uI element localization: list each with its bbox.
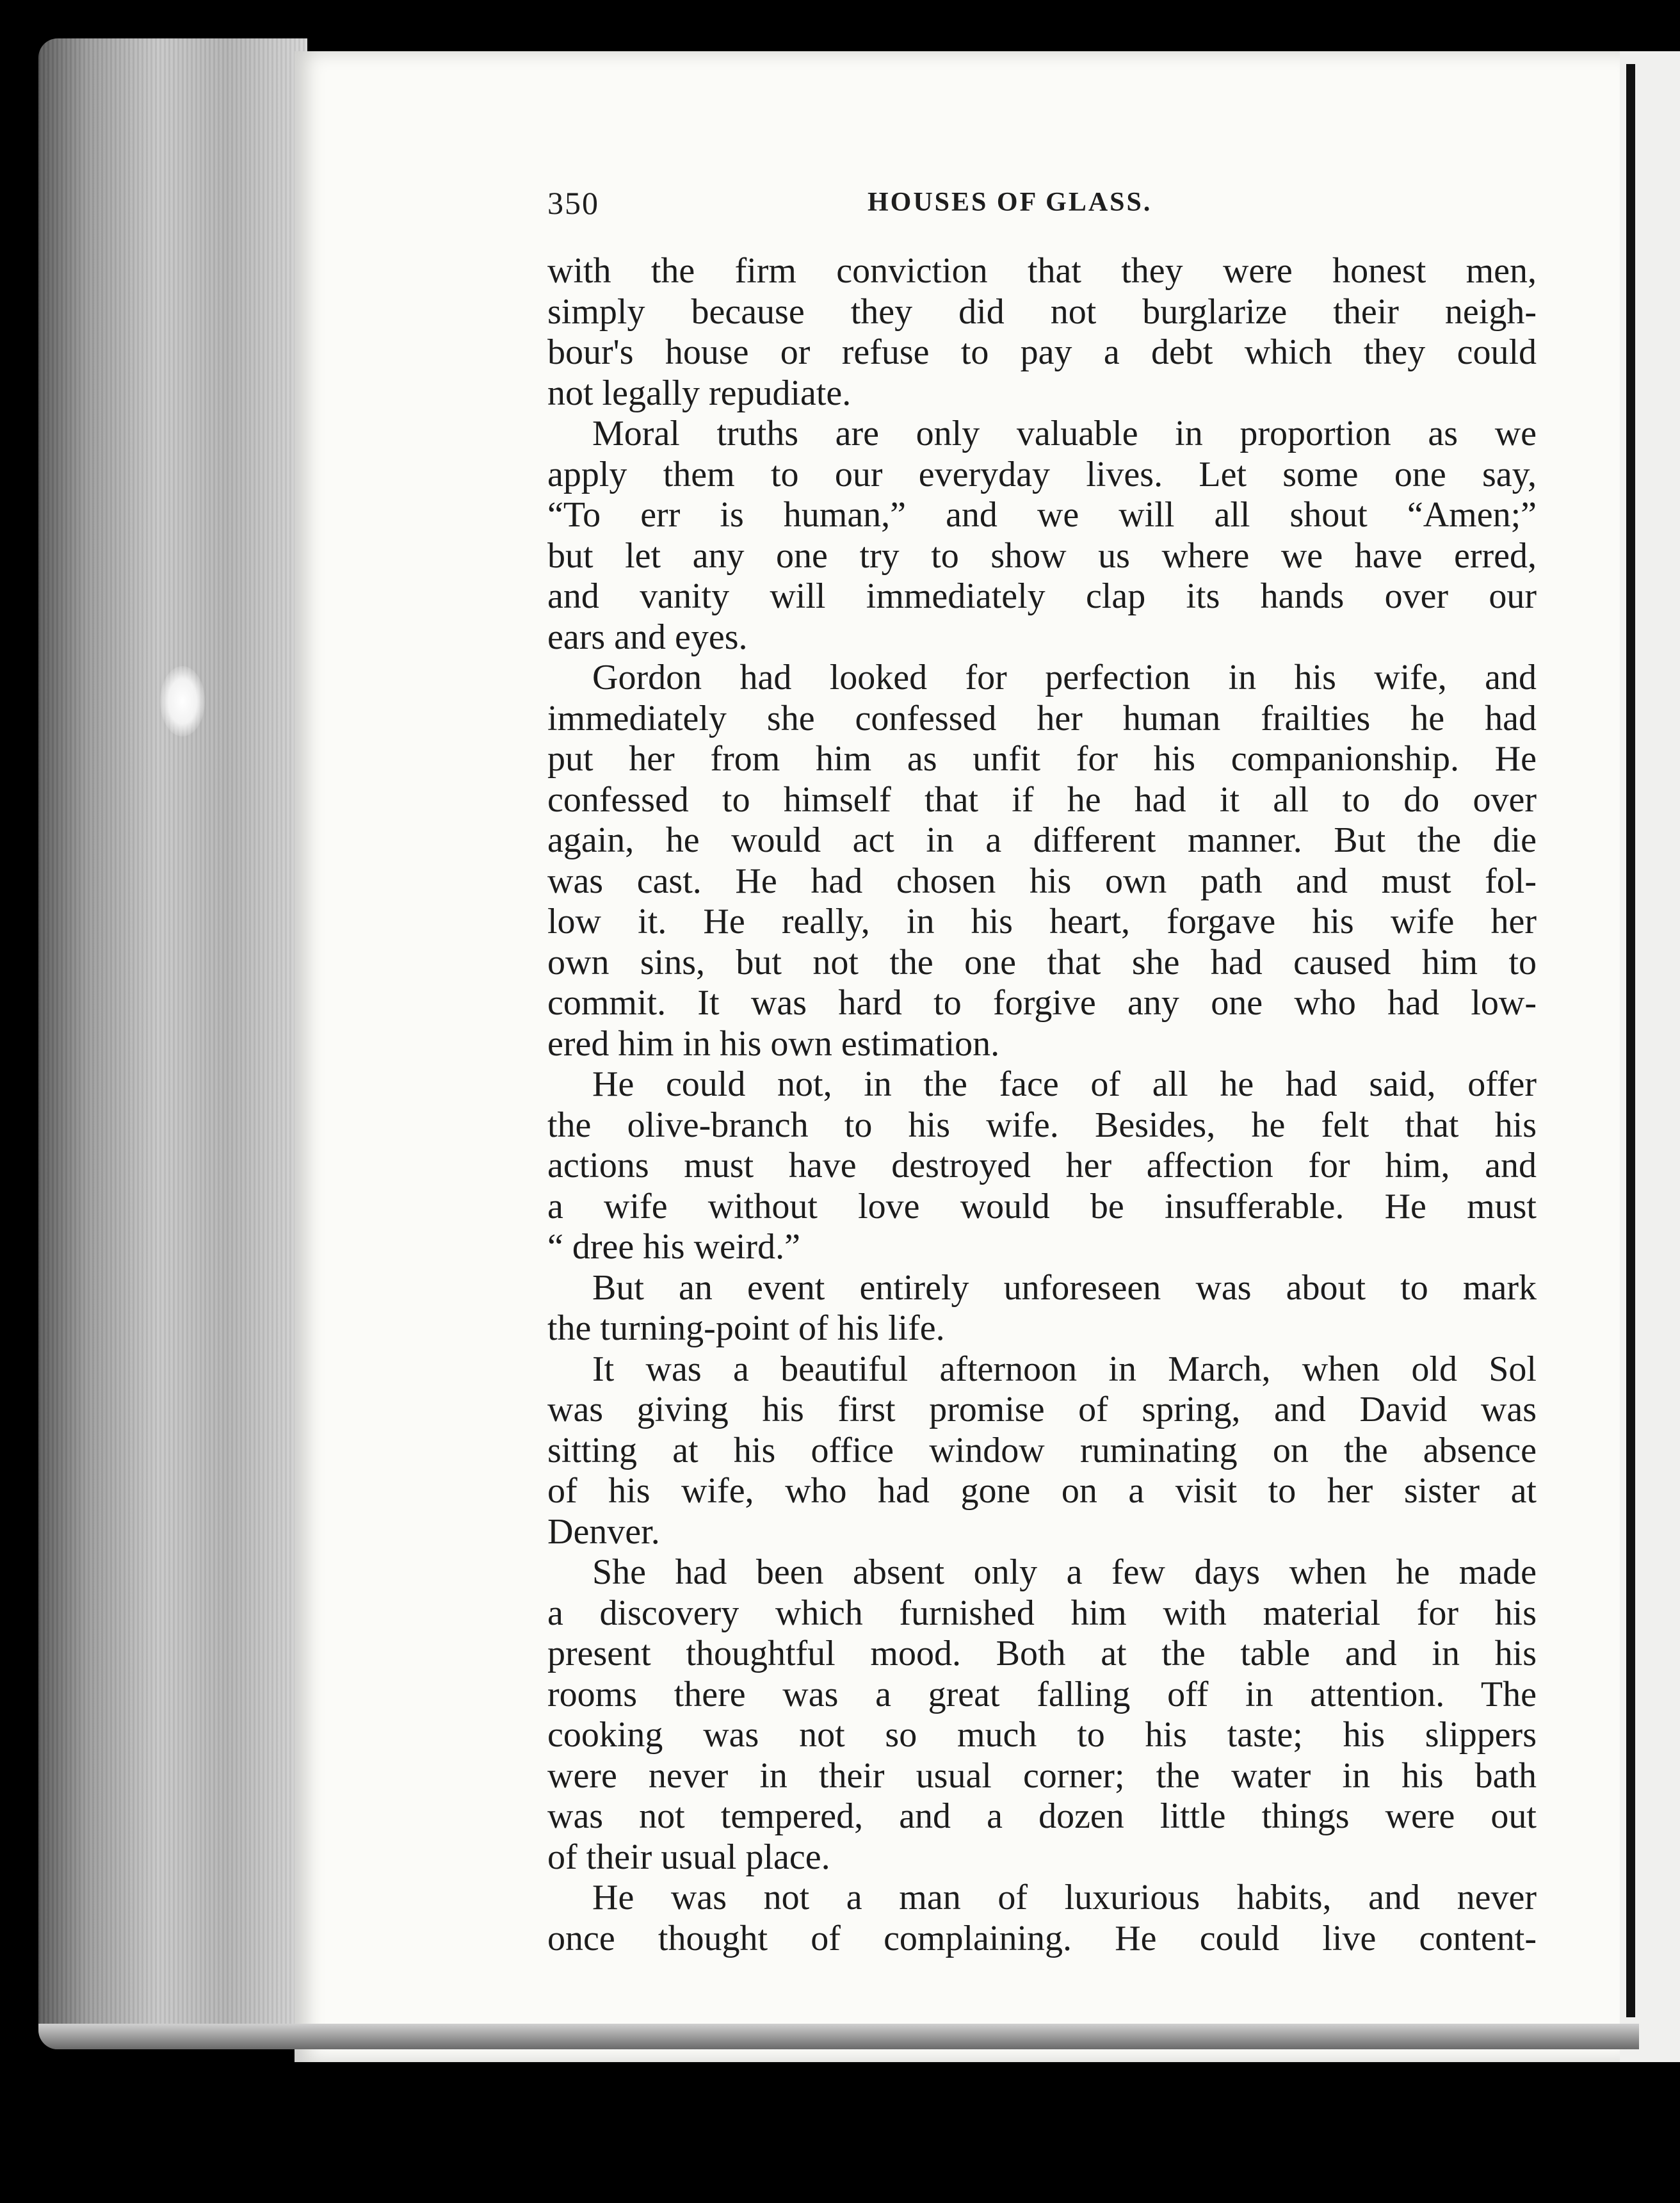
running-head: HOUSES OF GLASS.: [868, 188, 1152, 217]
text-line: a discovery which furnished him with material for his: [547, 1593, 1537, 1633]
text-line: a wife without love would be insufferable. He must: [547, 1186, 1537, 1226]
text-line: ears and eyes.: [547, 617, 748, 657]
body-text: [547, 251, 1537, 1959]
text-line: “To err is human,” and we will all shout “Amen;”: [547, 495, 1537, 535]
text-line: actions must have destroyed her affection for him, and: [547, 1146, 1537, 1185]
text-line: He could not, in the face of all he had said, offer: [592, 1064, 1537, 1104]
text-line: Denver.: [547, 1511, 660, 1552]
text-line: was not tempered, and a dozen little things were out: [547, 1796, 1537, 1836]
text-line: apply them to our everyday lives. Let some one say,: [547, 454, 1537, 494]
text-line: put her from him as unfit for his companionship. He: [547, 739, 1537, 779]
text-line: once thought of complaining. He could live content-: [547, 1918, 1537, 1958]
text-line: She had been absent only a few days when he made: [592, 1552, 1537, 1592]
text-line: He was not a man of luxurious habits, and never: [592, 1878, 1537, 1917]
text-line: rooms there was a great falling off in attention. The: [547, 1674, 1537, 1714]
page-edge: [38, 38, 307, 2049]
text-line: It was a beautiful afternoon in March, when old Sol: [592, 1349, 1537, 1389]
text-line: again, he would act in a different manner. But the die: [547, 820, 1537, 860]
text-line: immediately she confessed her human frailties he had: [547, 698, 1537, 738]
text-line: the olive-branch to his wife. Besides, he felt that his: [547, 1105, 1537, 1145]
text-line: of his wife, who had gone on a visit to her sister at: [547, 1471, 1537, 1511]
text-line: simply because they did not burglarize their neigh-: [547, 291, 1537, 332]
text-line: was cast. He had chosen his own path and must fol-: [547, 861, 1537, 901]
text-line: own sins, but not the one that she had caused him to: [547, 942, 1537, 982]
text-line: But an event entirely unforeseen was about to mark: [592, 1267, 1537, 1308]
page-blot: [160, 666, 205, 736]
text-line: commit. It was hard to forgive any one who had low-: [547, 983, 1537, 1023]
text-line: “ dree his weird.”: [547, 1227, 800, 1267]
page-number: 350: [547, 185, 599, 221]
text-line: confessed to himself that if he had it all to do over: [547, 779, 1537, 820]
text-line: were never in their usual corner; the water in his bath: [547, 1755, 1537, 1796]
text-line: cooking was not so much to his taste; his slippers: [547, 1715, 1537, 1755]
text-line: but let any one try to show us where we have erred,: [547, 535, 1537, 576]
binding-shadow: [1626, 64, 1635, 2017]
text-line: the turning-point of his life.: [547, 1308, 945, 1348]
text-line: ered him in his own estimation.: [547, 1023, 1000, 1064]
page-header: [547, 184, 1527, 236]
text-line: was giving his first promise of spring, and David was: [547, 1390, 1537, 1429]
text-line: bour's house or refuse to pay a debt which they could: [547, 332, 1537, 372]
text-line: of their usual place.: [547, 1837, 830, 1877]
text-line: Gordon had looked for perfection in his wife, and: [592, 658, 1537, 697]
page-bottom-edge: [38, 2024, 1639, 2049]
text-line: not legally repudiate.: [547, 373, 852, 413]
text-line: low it. He really, in his heart, forgave his wife her: [547, 902, 1537, 941]
text-line: with the firm conviction that they were honest men,: [547, 251, 1537, 291]
text-line: sitting at his office window ruminating on the absence: [547, 1430, 1537, 1470]
text-line: present thoughtful mood. Both at the table and in his: [547, 1634, 1537, 1673]
text-line: Moral truths are only valuable in proportion as we: [592, 414, 1537, 453]
text-line: and vanity will immediately clap its hands over our: [547, 576, 1537, 616]
